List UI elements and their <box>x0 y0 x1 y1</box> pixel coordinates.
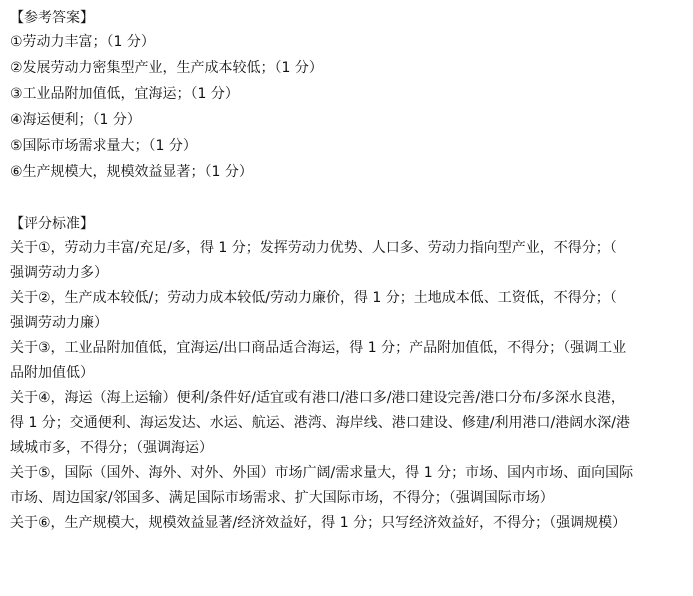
criteria-line: 关于④，海运（海上运输）便利/条件好/适宜或有港口/港口多/港口建设完善/港口分布/多深水良港， <box>10 390 625 406</box>
criteria-line: 品附加值低） <box>10 365 94 381</box>
criteria-line: 得 1 分；交通便利、海运发达、水运、航运、港湾、海岸线、港口建设、修建/利用港口/港阔水深/港 <box>10 415 630 431</box>
criteria-line: 市场、周边国家/邻国多、满足国际市场需求、扩大国际市场，不得分；（强调国际市场） <box>10 490 554 506</box>
criteria-line: 域城市多，不得分；（强调海运） <box>10 440 213 456</box>
criteria-line: 关于①，劳动力丰富/充足/多，得 1 分；发挥劳动力优势、人口多、劳动力指向型产业，不得分；（ <box>10 240 617 256</box>
scoring-criteria-block <box>10 238 683 533</box>
criteria-line: 关于⑤，国际（国外、海外、对外、外国）市场广阔/需求量大，得 1 分；市场、国内市场、面向国际 <box>10 465 634 481</box>
criteria-line: 强调劳动力多） <box>10 265 108 281</box>
scoring-criteria-title: 【评分标准】 <box>10 216 94 232</box>
criteria-line: 关于③，工业品附加值低，宜海运/出口商品适合海运，得 1 分；产品附加值低，不得分；（强调工业 <box>10 340 627 356</box>
answer-item: ⑤国际市场需求量大；（1 分） <box>10 138 197 154</box>
answer-item: ④海运便利；（1 分） <box>10 112 141 128</box>
section-spacer <box>10 188 683 214</box>
criteria-line: 关于②，生产成本较低/；劳动力成本较低/劳动力廉价，得 1 分；土地成本低、工资低，不得分；（ <box>10 290 617 306</box>
reference-answer-title: 【参考答案】 <box>10 10 94 26</box>
answer-item: ③工业品附加值低，宜海运；（1 分） <box>10 86 239 102</box>
answer-item: ⑥生产规模大，规模效益显著；（1 分） <box>10 164 253 180</box>
criteria-line: 关于⑥，生产规模大，规模效益显著/经济效益好，得 1 分；只写经济效益好，不得分；（强调规模） <box>10 515 627 531</box>
answer-item: ②发展劳动力密集型产业，生产成本较低；（1 分） <box>10 60 323 76</box>
answer-item: ①劳动力丰富；（1 分） <box>10 34 155 50</box>
criteria-line: 强调劳动力廉） <box>10 315 108 331</box>
